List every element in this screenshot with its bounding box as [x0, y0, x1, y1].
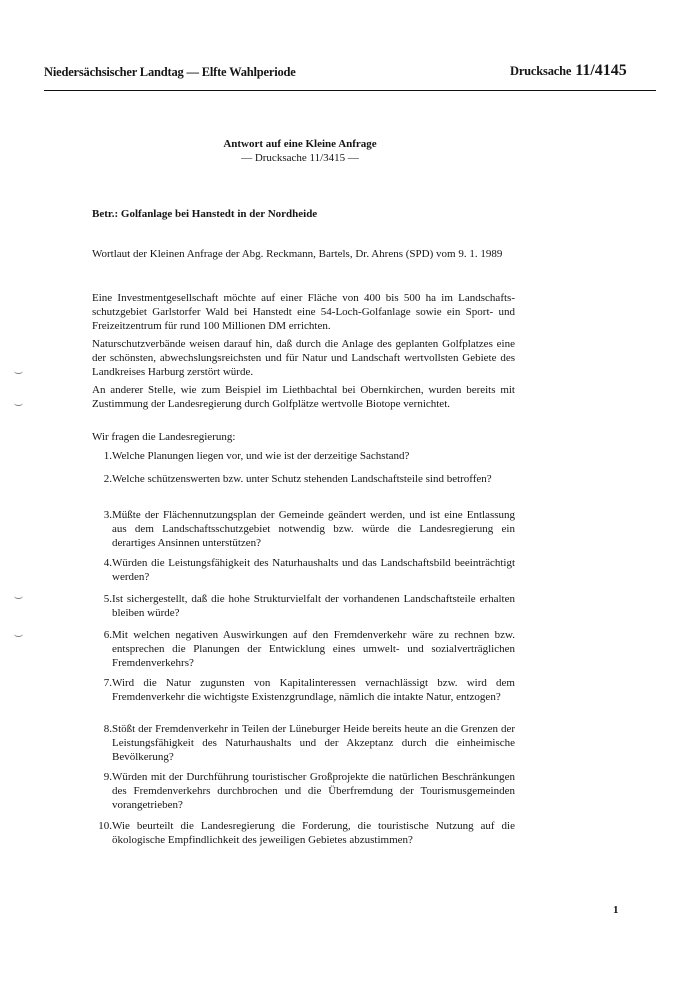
- question-text: Müßte der Flächennutzungsplan der Gemeinde geändert werden, und ist eine Entlassung aus dem Landschaftsschutzgebiet notwendig bzw. würde die Landesregierung ein derartiges Ansinnen unterstützen?: [112, 509, 515, 549]
- subject-line: Betr.: Golfanlage bei Hanstedt in der Nordheide: [92, 208, 318, 220]
- margin-scan-mark: [14, 400, 23, 406]
- intro-paragraph: Wortlaut der Kleinen Anfrage der Abg. Reckmann, Bartels, Dr. Ahrens (SPD) vom 9. 1. 1989: [92, 248, 503, 260]
- question-number: 1.: [103, 450, 112, 462]
- question-number: 10.: [98, 820, 112, 832]
- body-paragraph-2: Naturschutzverbände weisen darauf hin, daß durch die Anlage des geplanten Golfplatzes eine der schönsten, abwechslungsreichsten und für Natur und Landschaft wertvollsten Gebiete des Landkreises Harburg zerstört würde.: [92, 338, 515, 378]
- questions-intro: Wir fragen die Landesregierung:: [92, 431, 236, 443]
- title-line-2: — Drucksache 11/3415 —: [241, 152, 359, 164]
- title-block: [150, 137, 450, 165]
- question-number: 7.: [103, 677, 112, 689]
- body-paragraph-3: An anderer Stelle, wie zum Beispiel im Liethbachtal bei Obernkirchen, wurden bereits mit Zustimmung der Landesregierung durch Golfplätze wertvolle Biotope vernichtet.: [92, 384, 515, 410]
- header-doc-number: 11/4145: [575, 62, 627, 79]
- question-text: Wie beurteilt die Landesregierung die Forderung, die touristische Nutzung auf die ökologische Empfindlichkeit des jeweiligen Gebietes abzustimmen?: [112, 820, 515, 846]
- question-number: 2.: [103, 473, 112, 485]
- question-text: Wird die Natur zugunsten von Kapitalinteressen vernachlässigt bzw. wird dem Fremdenverkehr die wichtigste Existenzgrundlage, nämlich die intakte Natur, entzogen?: [112, 677, 515, 703]
- header-divider: [44, 90, 656, 91]
- question-number: 9.: [103, 771, 112, 783]
- question-number: 4.: [103, 557, 112, 569]
- question-text: Welche schützenswerten bzw. unter Schutz stehenden Landschaftsteile sind betroffen?: [112, 473, 492, 485]
- question-text: Stößt der Fremdenverkehr in Teilen der Lüneburger Heide bereits heute an die Grenzen der Leistungsfähigkeit des Naturhaushalts und der Akzeptanz durch die einheimische Bevölkerung?: [112, 723, 515, 763]
- margin-scan-mark: [14, 593, 23, 599]
- question-number: 6.: [103, 629, 112, 641]
- question-text: Ist sichergestellt, daß die hohe Strukturvielfalt der vorhandenen Landschaftsteile erhalten bleiben würde?: [112, 593, 515, 619]
- page-number: 1: [613, 904, 619, 916]
- header-doc-label: Drucksache: [510, 64, 572, 78]
- header-parliament-period: Niedersächsischer Landtag — Elfte Wahlperiode: [44, 65, 296, 79]
- question-number: 5.: [103, 593, 112, 605]
- margin-scan-mark: [14, 368, 23, 374]
- title-line-1: Antwort auf eine Kleine Anfrage: [223, 138, 377, 150]
- question-text: Würden mit der Durchführung touristischer Großprojekte die natürlichen Beschränkungen des Fremdenverkehrs durchbrochen und die Überfremdung der Tourismusgemeinden vorangetrieben?: [112, 771, 515, 811]
- question-text: Würden die Leistungsfähigkeit des Naturhaushalts und das Landschaftsbild beeinträchtigt werden?: [112, 557, 515, 583]
- question-text: Mit welchen negativen Auswirkungen auf den Fremdenverkehr wäre zu rechnen bzw. entsprechen die Planungen der Entwicklung eines umwelt- und sozialverträglichen Fremdenverkehrs?: [112, 629, 515, 669]
- question-text: Welche Planungen liegen vor, und wie ist der derzeitige Sachstand?: [112, 450, 410, 462]
- question-number: 3.: [103, 509, 112, 521]
- header-printed-matter: [510, 62, 627, 80]
- question-number: 8.: [103, 723, 112, 735]
- body-paragraph-1: Eine Investmentgesellschaft möchte auf einer Fläche von 400 bis 500 ha im Landschaftsschutzgebiet Garlstorfer Wald bei Hanstedt eine 54-Loch-Golfanlage sowie ein Sport- und Freizeitzentrum für rund 100 Millionen DM errichten.: [92, 292, 515, 332]
- margin-scan-mark: [14, 631, 23, 637]
